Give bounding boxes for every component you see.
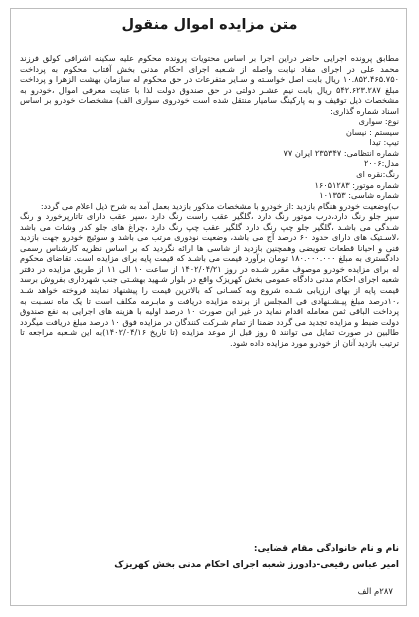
reference-code: ۲۸۷م الف (357, 587, 393, 597)
vehicle-model: مدل:۲۰۰۶ (364, 158, 399, 169)
signature-name: امیر عباس رفیعی-دادورز شعبه اجرای احکام مدنی بخش کهریزک (114, 560, 399, 570)
vehicle-type: نوع: سواری (358, 116, 399, 127)
signature-heading: نام و نام خانوادگی مقام قضایی: (253, 544, 399, 554)
page-title: متن مزایده اموال منقول (121, 17, 298, 33)
document-body (20, 53, 399, 348)
vehicle-plate: شماره انتظامی: ۲۳۵۳۴۷ ایران ۷۷ (283, 147, 399, 158)
inspection-heading: ب)وضعیت خودرو هنگام بازدید :از خودرو با مشخصات مذکور بازدید بعمل آمد به شرح ذیل اعلام می گردد: (40, 200, 399, 211)
vehicle-trim: تیپ: تیدا (369, 137, 399, 148)
vehicle-system: سیستم : نیسان (345, 126, 399, 137)
chassis-number: شماره شاسی: ۱۰۱۳۵۳ (319, 190, 399, 201)
intro-paragraph: مطابق پرونده اجرایی حاضر دراین اجرا بر اساس محتویات پرونده محکوم علیه سکینه اشرافی کولق فرزند محمد علی در اجرای مفاد نیابت واصله از شـعبه اجرای احکام مدنی بخش آفتاب محکوم به پرداخت ۱۰.۸۵۲.۴۶۵.۷۵۰ ریال بابت اصل خواسـته و سـایر متفرعات در حق محکوم له سازمان بهشت الزهرا و پرداخت مبلغ ۵۴۲.۶۲۳.۲۸۷ ریال بابت نیم عشـر دولتی در حق صندوق دولت لذا با عنایت معرفی اموال ،خودرو به مشخصات ذیل توقیف و به پارکینگ سامیار منتقل شده است خودروی سواری الف) مشخصات خودرو بر اساس اسناد شماره گذاری: (20, 53, 400, 116)
vehicle-color: رنگ:نقره ای (356, 169, 399, 180)
engine-number: شماره موتور: ۱۶۰۵۱۲۸۳ (314, 179, 399, 190)
inspection-paragraph: سپر جلو رنگ دارد،درب موتور رنگ دارد ،گلگیر عقب راست رنگ دارد ،سپر عقب دارای تاتارپرخورد و رنگ شـدگی می باشـد ،گلگیر جلو چپ رنگ دارد گلگیر عقب چپ رنگ دارد ،چراغ های جلو کدر وشات می باشد ،لاسـتیک های دارای حدود ۶۰ درصد آج می باشد، وضعیت نودوری مرتب می باشد و سوئیچ خودرو جهت بازدید فنی و احیانا قطعات تعویضی وهمچنین بازدید از شاسی ها ارائه نگردید که بر اساس نظریه کارشناس رسمی دادگستری به مبلغ ۱۸۰.۰۰۰.۰۰۰ تومان برآورد قیمت می باشـد که قیمت پایه برای مزایده است. تقاضای محکوم له برای مزایده خودرو موصوف مقرر شـده در روز ۱۴۰۲/۰۴/۲۱ از ساعت ۱۰ الی ۱۱ از طریق مزایده در دفتر شعبه اجرای احکام مدنی دادگاه عمومی بخش کهریزک واقع در بلوار شـهید بهشـتی جنب شهرداری بفروش برسد قیمت پایه از بهای ارزیابی شـده شروع وبه کسـانی که بالاترین قیمت را پیشنهاد نمایند فروخته خواهد شـد ،۱۰درصد مبلغ پیـشـنهادی فی المجلس از برنده مزایده دریافت و مابـرمه مکلف است تا یک ماه نسـبت به پرداخت الباقی ثمن معامله اقدام نماید در غیر این صورت ۱۰ درصد اولیه با هزینه های اجرایی به نفع صندوق دولت ضبط و مزایده تجدید می گردد ضمنا از تمام شـرکت کنندگان در مزایده فوق ۱۰ درصد مبلغ دریافت میگردد طالبین در صورت تمایل می توانند ۵ روز قبل از موعد مزایده (تا تاریخ ۱۴۰۲/۰۴/۱۶)به این شـعبه مراجعه تا ترتیب بازدید آنان از خودرو مورد مزایده داده شود. (20, 211, 400, 348)
